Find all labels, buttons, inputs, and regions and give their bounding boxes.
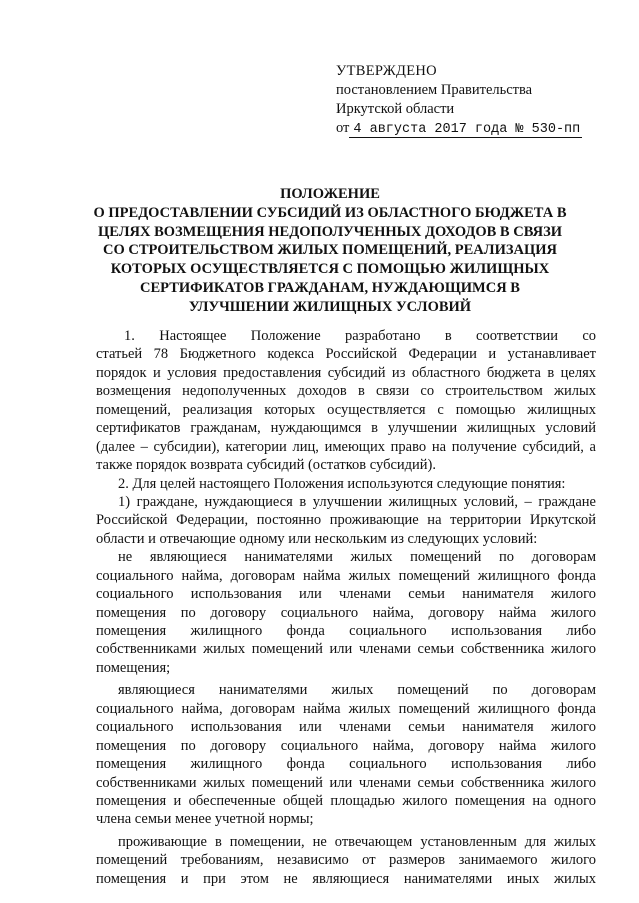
heading-line: ПОЛОЖЕНИЕ	[280, 186, 380, 202]
approval-issuer: постановлением Правительства	[336, 82, 533, 98]
body-line: члена семьи менее учетной нормы;	[96, 811, 314, 828]
body-line: порядок и условия предоставления субсидий из областного бюджета в целях	[96, 364, 596, 381]
body-line: (далее – субсидии), категории лиц, имеющих право на получение субсидий, а	[96, 438, 596, 455]
body-line: социального найма, договорам найма жилых помещений жилищного фонда	[96, 700, 596, 717]
body-line: 2. Для целей настоящего Положения используются следующие понятия:	[118, 475, 566, 492]
body-line: помещения и при этом не являющиеся нанимателями иных жилых	[96, 870, 596, 887]
approval-block	[336, 62, 596, 139]
body-line: сертификатов гражданам, нуждающимся в улучшении жилищных условий	[96, 420, 596, 437]
heading-line: СО СТРОИТЕЛЬСТВОМ ЖИЛЫХ ПОМЕЩЕНИЙ, РЕАЛИЗАЦИЯ	[102, 242, 558, 259]
body-line: не являющиеся нанимателями жилых помещений по договорам	[118, 549, 596, 566]
body-line: также порядок возврата субсидий (остатков субсидий).	[96, 457, 437, 474]
body-line: возмещения недополученных доходов в связи со строительством жилых	[96, 383, 596, 400]
document-body	[96, 327, 596, 888]
body-line: помещения и обеспеченные общей площадью жилого помещения на одного	[96, 792, 596, 809]
approval-title: УТВЕРЖДЕНО	[336, 63, 437, 79]
approval-date-prefix: от	[336, 120, 350, 136]
heading-line: УЛУЧШЕНИИ ЖИЛИЩНЫХ УСЛОВИЙ	[188, 298, 472, 315]
body-line: статьей 78 Бюджетного кодекса Российской Федерации и устанавливает	[96, 346, 596, 363]
body-line: собственниками жилых помещений или членами семьи собственника жилого	[96, 774, 596, 791]
body-line: социального использования или членами семьи нанимателя жилого	[96, 719, 596, 736]
body-line: 1) граждане, нуждающиеся в улучшении жилищных условий, – граждане	[118, 493, 596, 510]
body-line: помещения жилищного фонда социального использования либо	[96, 623, 596, 639]
body-line: помещений, реализация которых осуществляется с помощью жилищных	[96, 401, 596, 418]
heading-line: СЕРТИФИКАТОВ ГРАЖДАНАМ, НУЖДАЮЩИМСЯ В	[140, 279, 520, 296]
body-line: области и отвечающие одному или нескольким из следующих условий:	[96, 530, 538, 547]
document-heading	[80, 185, 580, 317]
body-line: помещения по договору социального найма, договору найма жилого	[96, 737, 596, 754]
body-line: помещений требованиям, независимо от размеров занимаемого жилого	[96, 852, 596, 869]
body-line: социального использования или членами семьи нанимателя жилого	[96, 586, 596, 603]
body-line: 1. Настоящее Положение разработано в соответствии со	[124, 328, 596, 344]
body-line: проживающие в помещении, не отвечающем установленным для жилых	[118, 833, 596, 850]
heading-line: ЦЕЛЯХ ВОЗМЕЩЕНИЯ НЕДОПОЛУЧЕННЫХ ДОХОДОВ В СВЯЗИ	[97, 223, 563, 240]
body-line: Российской Федерации, постоянно проживающие на территории Иркутской	[96, 512, 596, 529]
body-line: помещения по договору социального найма, договору найма жилого	[96, 604, 596, 621]
body-line: помещения жилищного фонда социального использования либо	[96, 756, 596, 773]
heading-line: О ПРЕДОСТАВЛЕНИИ СУБСИДИЙ ИЗ ОБЛАСТНОГО БЮДЖЕТА В	[93, 204, 567, 221]
heading-line: КОТОРЫХ ОСУЩЕСТВЛЯЕТСЯ С ПОМОЩЬЮ ЖИЛИЩНЫХ	[110, 261, 550, 278]
approval-date-value: 4 августа 2017 года № 530-пп	[349, 122, 582, 138]
approval-region: Иркутской области	[336, 101, 455, 117]
body-line: помещения;	[96, 659, 171, 676]
body-line: являющиеся нанимателями жилых помещений по договорам	[118, 682, 596, 699]
body-line: собственниками жилых помещений или членами семьи собственника жилого	[96, 641, 596, 658]
approval-date-line	[336, 119, 596, 139]
body-line: социального найма, договорам найма жилых помещений жилищного фонда	[96, 567, 596, 584]
